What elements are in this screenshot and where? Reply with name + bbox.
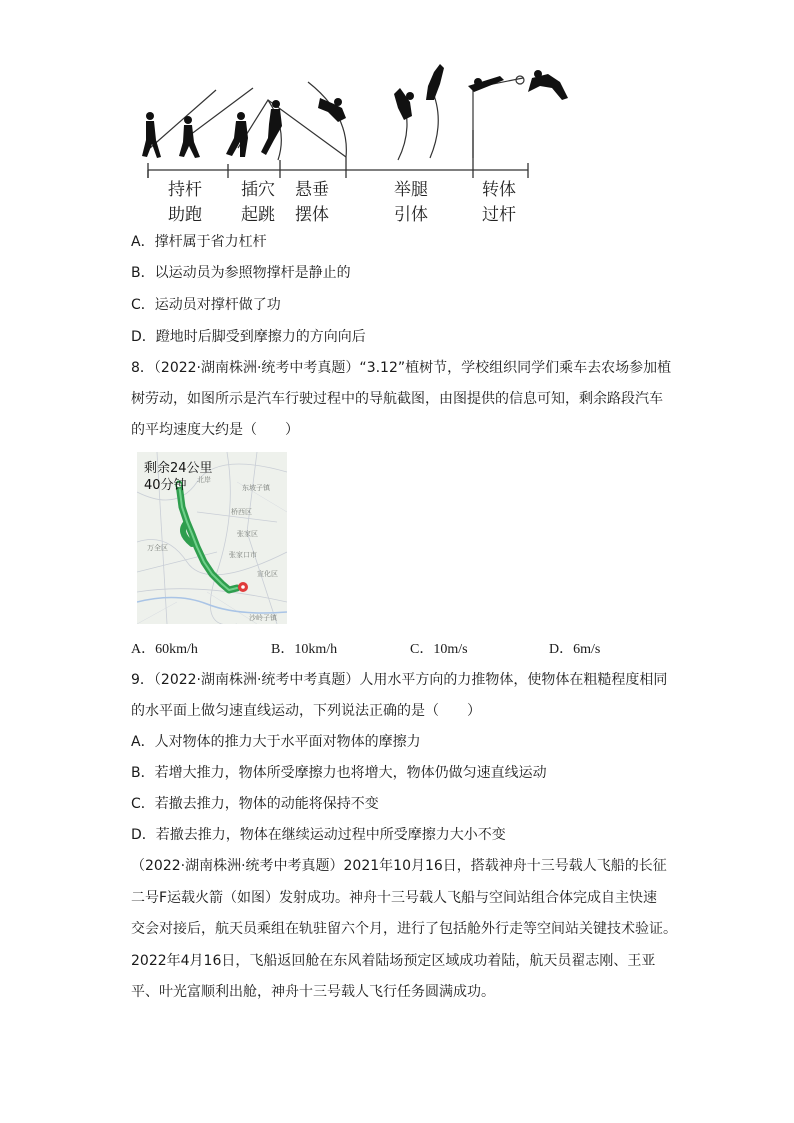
passage-line: 交会对接后，航天员乘组在轨驻留六个月，进行了包括舱外行走等空间站关键技术验证。 (131, 921, 677, 937)
q9-option-d: D．若撤去推力，物体在继续运动过程中所受摩擦力大小不变 (131, 827, 506, 843)
q9-option-b: B．若增大推力，物体所受摩擦力也将增大，物体仍做匀速直线运动 (131, 765, 547, 781)
q7-option-a: A．撑杆属于省力杠杆 (131, 234, 267, 250)
q8-option-d: D．6m/s (549, 642, 601, 657)
map-place-label: 张家区 (237, 530, 258, 538)
q8-stem-line: 的平均速度大约是（ ） (131, 422, 299, 438)
phase-label-swing (295, 178, 329, 228)
phase-label-extension (394, 178, 428, 228)
q8-stem-line: 8．（2022·湖南株洲·统考中考真题）“3.12”植树节，学校组织同学们乘车去农场参加植 (131, 360, 672, 376)
pole-vault-figure (128, 60, 588, 230)
map-place-label: 万全区 (147, 544, 168, 552)
phase-line: 摆体 (295, 205, 329, 225)
phase-line: 助跑 (168, 205, 202, 225)
q9-option-a: A．人对物体的推力大于水平面对物体的摩擦力 (131, 734, 421, 750)
remaining-distance: 剩余24公里 (144, 461, 213, 476)
q8-option-a: A．60km/h (131, 642, 198, 657)
passage-line: 平、叶光富顺利出舱，神舟十三号载人飞行任务圆满成功。 (131, 984, 495, 1000)
navigation-map (137, 452, 287, 624)
remaining-time: 40分钟 (144, 478, 187, 493)
q7-option-c: C．运动员对撑杆做了功 (131, 297, 281, 313)
q9-stem-line: 9．（2022·湖南株洲·统考中考真题）人用水平方向的力推物体，使物体在粗糙程度相同 (131, 672, 668, 688)
q7-option-d: D．蹬地时后脚受到摩擦力的方向向后 (131, 329, 366, 345)
phase-label-run (168, 178, 202, 228)
passage-line: （2022·湖南株洲·统考中考真题）2021年10月16日，搭载神舟十三号载人飞船的长征 (131, 858, 667, 874)
map-place-label: 张家口市 (229, 551, 257, 559)
map-place-label: 桥西区 (231, 508, 252, 516)
passage-line: 二号F运载火箭（如图）发射成功。神舟十三号载人飞船与空间站组合体完成自主快速 (131, 890, 658, 906)
passage-line: 2022年4月16日，飞船返回舱在东风着陆场预定区域成功着陆，航天员翟志刚、王亚 (131, 953, 656, 969)
map-place-label: 北岸 (197, 476, 211, 484)
phase-line: 举腿 (394, 180, 428, 200)
q8-stem-line: 树劳动，如图所示是汽车行驶过程中的导航截图，由图提供的信息可知，剩余路段汽车 (131, 391, 663, 407)
phase-line: 引体 (394, 205, 428, 225)
q8-option-b: B．10km/h (271, 642, 338, 657)
map-place-label: 沙岭子镇 (249, 614, 277, 622)
q8-option-c: C．10m/s (410, 642, 468, 657)
phase-line: 持杆 (168, 180, 202, 200)
phase-line: 过杆 (482, 205, 516, 225)
q9-stem-line: 的水平面上做匀速直线运动，下列说法正确的是（ ） (131, 703, 481, 719)
phase-line: 转体 (482, 180, 516, 200)
map-place-label: 宣化区 (257, 570, 278, 578)
phase-line: 悬垂 (295, 180, 329, 200)
q9-option-c: C．若撤去推力，物体的动能将保持不变 (131, 796, 379, 812)
q7-option-b: B．以运动员为参照物撑杆是静止的 (131, 265, 351, 281)
map-place-label: 东坡子镇 (242, 484, 270, 492)
phase-label-takeoff (241, 178, 275, 228)
phase-label-clearance (482, 178, 516, 228)
phase-line: 起跳 (241, 205, 275, 225)
phase-line: 插穴 (241, 180, 275, 200)
